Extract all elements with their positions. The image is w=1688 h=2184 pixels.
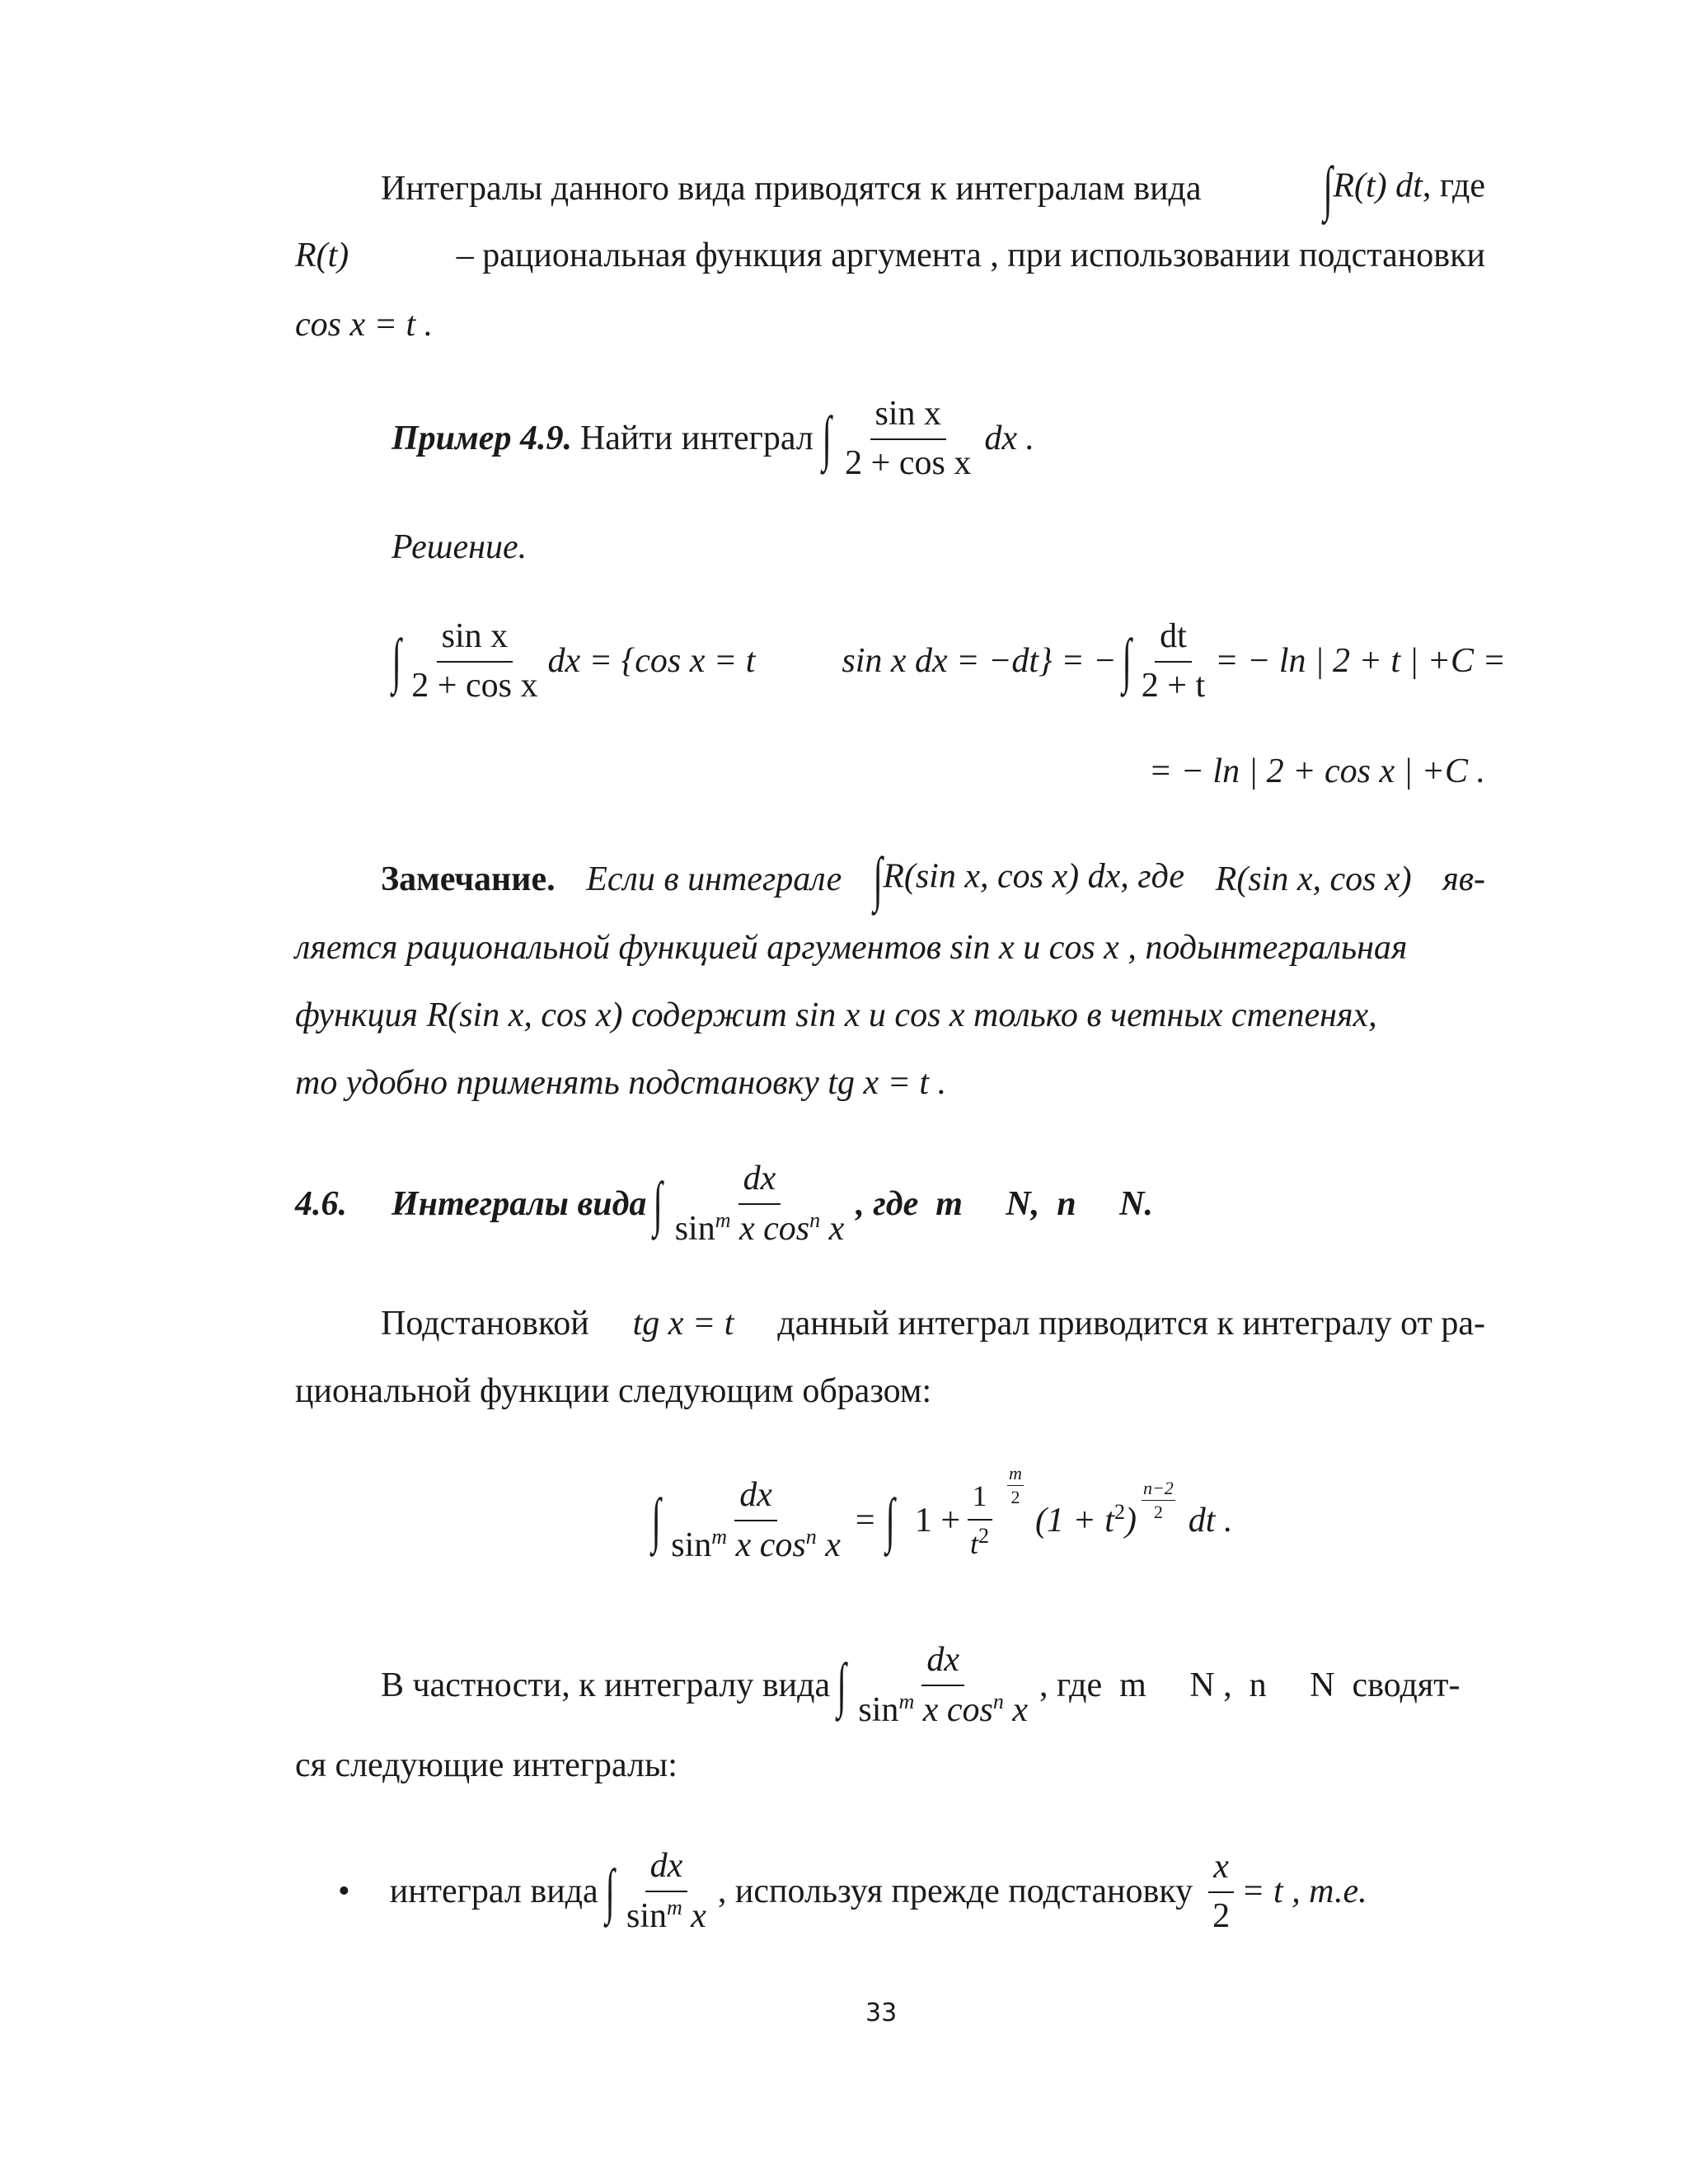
bullet-fraction bbox=[621, 1846, 711, 1937]
integral-sign-icon: ∫ bbox=[653, 1169, 663, 1238]
remark-line-3: функция R(sin x, cos x) содержит sin x и cos x только в четных степенях, bbox=[295, 996, 1377, 1034]
example-label: Пример 4.9. bbox=[392, 419, 572, 458]
section-number: 4.6. bbox=[295, 1184, 347, 1223]
bullet-denominator: $\sin^m x$ bbox=[626, 1896, 706, 1936]
p3-denominator: $\sin^m x$ $\cos^n x$ bbox=[858, 1690, 1029, 1730]
integral-sign-icon: ∫ bbox=[1323, 155, 1333, 223]
integral-sign-icon: ∫ bbox=[392, 627, 401, 696]
section-numerator: dx bbox=[738, 1159, 781, 1205]
formula-exp1-bottom: 2 bbox=[1010, 1486, 1020, 1507]
example-tail: dx . bbox=[984, 419, 1035, 458]
paragraph-3-line-2: ся следующие интегралы: bbox=[295, 1746, 678, 1784]
example-numerator: sin x bbox=[870, 394, 947, 440]
solution-f1-denominator: 2 + cos x bbox=[411, 667, 538, 705]
paragraph-1-line-2 bbox=[295, 236, 1485, 275]
solution-label: Решение. bbox=[392, 528, 528, 566]
bullet-mark: • bbox=[338, 1872, 350, 1910]
formula-exp1 bbox=[1007, 1463, 1024, 1508]
section-denominator: $\sin^m x$ $\cos^n x$ bbox=[674, 1208, 845, 1249]
bullet-end: = t , т.е. bbox=[1241, 1872, 1367, 1910]
solution-f1-numerator: sin x bbox=[437, 616, 513, 663]
p2-a: Подстановкой bbox=[381, 1305, 589, 1343]
formula-lhs-denominator: $\sin^m x$ $\cos^n x$ bbox=[671, 1525, 841, 1565]
remark-w5: яв- bbox=[1442, 860, 1485, 898]
example-line bbox=[392, 394, 1034, 484]
solution-middle: dx = {cos x = t sin x dx = −dt} = − bbox=[547, 642, 1117, 681]
example-fraction bbox=[840, 394, 976, 484]
section-tail: , где m N, n N. bbox=[856, 1184, 1153, 1223]
p3-numerator: dx bbox=[921, 1640, 964, 1686]
p2-b: данный интеграл приводится к интегралу от ра- bbox=[777, 1305, 1485, 1343]
p3-a: В частности, к интегралу вида bbox=[381, 1666, 831, 1704]
bullet-item bbox=[338, 1846, 1367, 1937]
formula-exp2-bottom: 2 bbox=[1153, 1501, 1163, 1522]
bullet-sub-denominator: 2 bbox=[1212, 1896, 1231, 1935]
formula-exp1-top: m bbox=[1007, 1463, 1024, 1486]
p1-line2: – рациональная функция аргумента , при использовании подстановки bbox=[456, 237, 1485, 274]
formula-tail: dt . bbox=[1188, 1501, 1233, 1540]
p1-integral bbox=[1323, 155, 1485, 223]
paragraph-2-line-1 bbox=[381, 1304, 1485, 1343]
integral-sign-icon: ∫ bbox=[873, 846, 883, 913]
paragraph-3-line-1 bbox=[381, 1640, 1461, 1731]
formula-inner-denominator: $t^2$ bbox=[970, 1523, 990, 1560]
formula-lhs-numerator: dx bbox=[734, 1475, 777, 1521]
remark-line-2: ляется рациональной функцией аргументов sin x и cos x , подынтегральная bbox=[295, 929, 1408, 967]
solution-fraction-2 bbox=[1137, 616, 1210, 706]
solution-line-1 bbox=[392, 616, 1506, 706]
bullet-mid: , используя прежде подстановку bbox=[717, 1872, 1193, 1910]
integral-sign-icon: ∫ bbox=[651, 1486, 661, 1554]
integral-sign-icon: ∫ bbox=[1122, 627, 1132, 696]
formula-paren: $(1 + t^2)$ bbox=[1034, 1500, 1137, 1540]
solution-f2-denominator: 2 + t bbox=[1141, 667, 1206, 705]
bullet-sub-numerator: x bbox=[1208, 1847, 1234, 1893]
integral-sign-icon: ∫ bbox=[605, 1857, 615, 1925]
remark-w2: R(sin x, cos x) dx bbox=[883, 857, 1121, 896]
integral-sign-icon: ∫ bbox=[837, 1651, 846, 1719]
p1-rt: R(t) bbox=[295, 237, 349, 274]
remark-line-4: то удобно применять подстановку tg x = t . bbox=[295, 1064, 947, 1102]
integral-sign-icon: ∫ bbox=[822, 405, 832, 473]
p3-b: , где m N , n N сводят- bbox=[1039, 1666, 1461, 1704]
formula-exp2-top: n−2 bbox=[1142, 1478, 1175, 1501]
remark-line-1 bbox=[381, 846, 1485, 913]
solution-fraction-1 bbox=[406, 616, 542, 706]
p1-end: , где bbox=[1422, 166, 1485, 205]
formula-equals: = bbox=[855, 1501, 875, 1540]
solution-end: = − ln | 2 + t | +C = bbox=[1215, 642, 1506, 681]
paragraph-1-line-3: cos x = t . bbox=[295, 306, 434, 344]
solution-f2-numerator: dt bbox=[1155, 616, 1192, 663]
section-fraction bbox=[670, 1159, 850, 1249]
section-title: Интегралы вида bbox=[392, 1184, 647, 1223]
remark-label: Замечание. bbox=[381, 860, 556, 898]
p1-text: Интегралы данного вида приводятся к интегралам вида bbox=[381, 170, 1202, 208]
p3-fraction bbox=[853, 1640, 1033, 1731]
bullet-numerator: dx bbox=[645, 1846, 688, 1892]
example-denominator: 2 + cos x bbox=[845, 444, 972, 483]
bullet-sub-fraction bbox=[1207, 1847, 1235, 1937]
remark-w4: R(sin x, cos x) bbox=[1215, 860, 1412, 898]
integral-sign-icon: ∫ bbox=[885, 1486, 895, 1554]
formula-one-plus: 1 + bbox=[914, 1501, 961, 1540]
p1-math: R(t) dt bbox=[1333, 166, 1423, 205]
formula-lhs-fraction bbox=[666, 1475, 846, 1566]
paragraph-2-line-2: циональной функции следующим образом: bbox=[295, 1372, 932, 1410]
solution-line-2: = − ln | 2 + cos x | +C . bbox=[1148, 752, 1485, 790]
bullet-text: интеграл вида bbox=[389, 1872, 598, 1910]
paragraph-1-line-1 bbox=[381, 155, 1485, 223]
remark-w1: Если в интеграле bbox=[586, 860, 842, 898]
p2-math: tg x = t bbox=[632, 1305, 734, 1343]
page-number: 33 bbox=[865, 1999, 898, 2027]
formula-inner-fraction bbox=[965, 1479, 994, 1561]
section-heading bbox=[295, 1159, 1153, 1249]
remark-integral bbox=[873, 846, 1185, 913]
formula-exp2 bbox=[1142, 1478, 1175, 1523]
display-formula bbox=[651, 1462, 1233, 1566]
example-text: Найти интеграл bbox=[579, 419, 814, 458]
formula-inner-numerator: 1 bbox=[968, 1479, 992, 1520]
remark-w3: , где bbox=[1120, 857, 1185, 896]
